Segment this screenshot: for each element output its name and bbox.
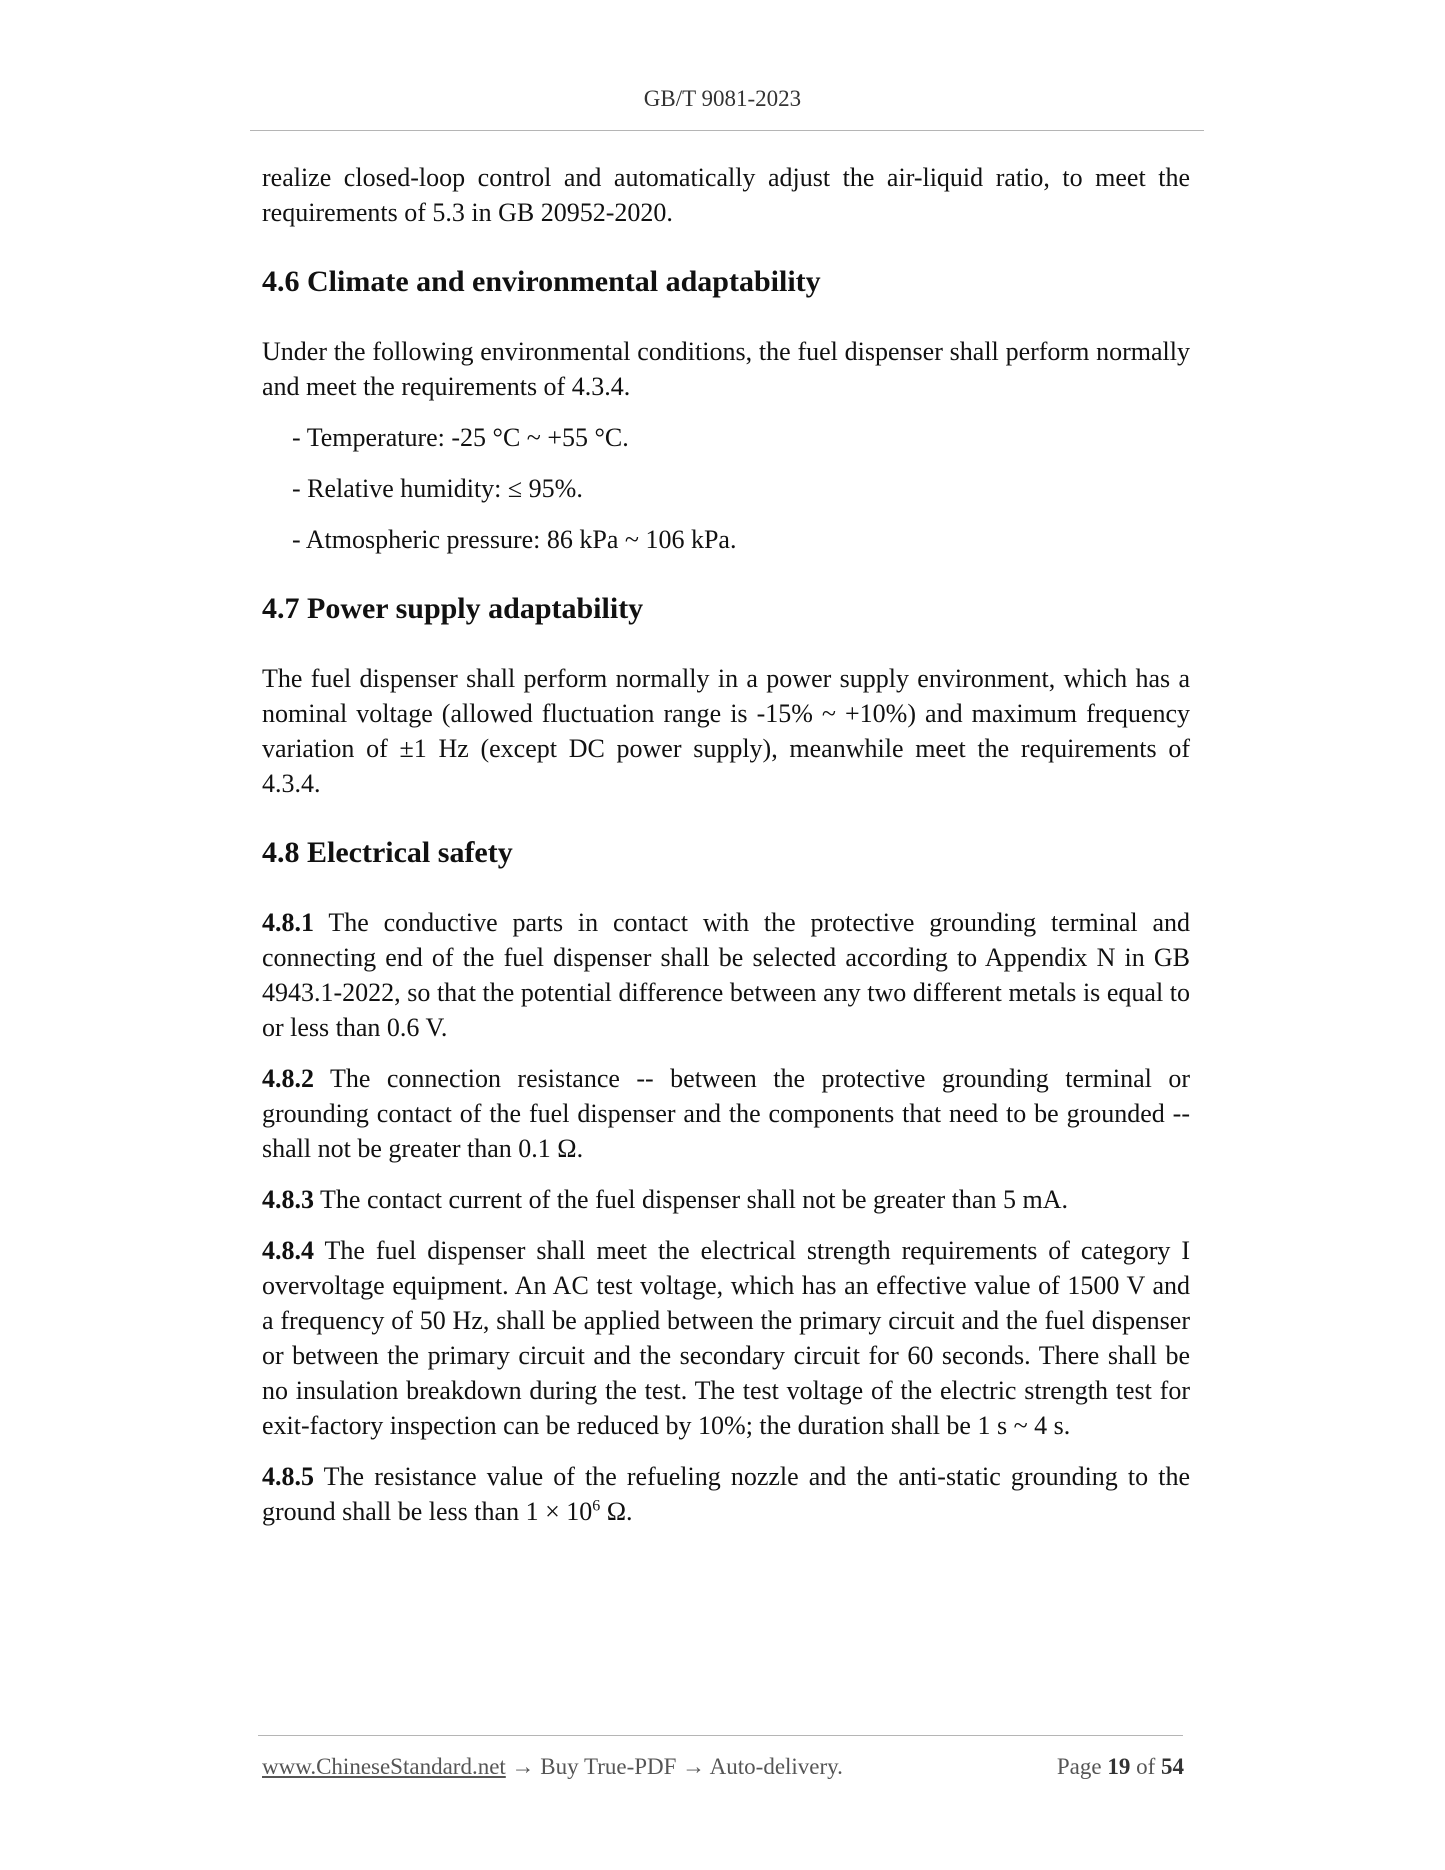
clause-text: The resistance value of the refueling nozzle and the anti-static grounding to the ground shall be less than 1 × 10	[262, 1462, 1191, 1526]
clause-4-8-2	[262, 1061, 1190, 1166]
intro-paragraph: realize closed-loop control and automatically adjust the air-liquid ratio, to meet the requirements of 5.3 in GB 20952-2020.	[262, 163, 1190, 227]
page-label: Page	[1056, 1754, 1102, 1779]
page-number	[1057, 1754, 1184, 1780]
clause-text: The conductive parts in contact with the protective grounding terminal and connecting end of the fuel dispenser shall be selected according to Appendix N in GB 4943.1-2022, so that the potential difference between any two different metals is equal to or less than 0.6 V.	[262, 908, 1191, 1042]
section-4-7-paragraph: The fuel dispenser shall perform normally in a power supply environment, which has a nominal voltage (allowed fluctuation range is -15% ~ +10%) and maximum frequency variation of ±1 Hz (except DC power supply), meanwhile meet the requirements of 4.3.4.	[262, 664, 1190, 798]
clause-number: 4.8.4	[262, 1236, 314, 1265]
section-heading-4-7: 4.7 Power supply adaptability	[262, 592, 644, 625]
section-4-6-paragraph: Under the following environmental conditions, the fuel dispenser shall perform normally and meet the requirements of 4.3.4.	[262, 337, 1190, 401]
clause-4-8-1	[262, 905, 1190, 1045]
section-heading-4-6: 4.6 Climate and environmental adaptability	[262, 265, 821, 298]
document-id-header: GB/T 9081-2023	[643, 86, 802, 111]
exponent-superscript: 6	[592, 1497, 601, 1515]
clause-4-8-3	[262, 1182, 1190, 1217]
clause-text: The contact current of the fuel dispenser shall not be greater than 5 mA.	[320, 1185, 1068, 1214]
footer-promo	[262, 1754, 843, 1780]
footer-divider	[258, 1735, 1183, 1736]
clause-4-8-4	[262, 1233, 1190, 1443]
page-footer	[262, 1754, 1184, 1780]
condition-pressure: - Atmospheric pressure: 86 kPa ~ 106 kPa.	[292, 525, 737, 554]
footer-promo-text: → Buy True-PDF → Auto-delivery.	[505, 1754, 843, 1779]
clause-number: 4.8.2	[262, 1064, 314, 1093]
page-total: 54	[1161, 1754, 1184, 1779]
clause-number: 4.8.3	[262, 1185, 314, 1214]
clause-text-end: Ω.	[600, 1497, 633, 1526]
clause-number: 4.8.5	[262, 1462, 314, 1491]
page-content	[262, 160, 1190, 1529]
clause-text: The fuel dispenser shall meet the electrical strength requirements of category I overvoltage equipment. An AC test voltage, which has an effective value of 1500 V and a frequency of 50 Hz, shall be applied between the primary circuit and the fuel dispenser or between the primary circuit and the secondary circuit for 60 seconds. There shall be no insulation breakdown during the test. The test voltage of the electric strength test for exit-factory inspection can be reduced by 10%; the duration shall be 1 s ~ 4 s.	[262, 1236, 1191, 1440]
clause-text: The connection resistance -- between the protective grounding terminal or grounding contact of the fuel dispenser and the components that need to be grounded -- shall not be greater than 0.1 Ω.	[262, 1064, 1190, 1163]
page-of: of	[1136, 1754, 1156, 1779]
clause-4-8-5	[262, 1459, 1190, 1529]
section-heading-4-8: 4.8 Electrical safety	[262, 836, 513, 869]
condition-temperature: - Temperature: -25 °C ~ +55 °C.	[292, 423, 629, 452]
header-divider	[250, 130, 1204, 131]
clause-number: 4.8.1	[262, 908, 314, 937]
page-current: 19	[1107, 1754, 1131, 1779]
website-link[interactable]: www.ChineseStandard.net	[262, 1754, 506, 1779]
condition-humidity: - Relative humidity: ≤ 95%.	[292, 474, 583, 503]
